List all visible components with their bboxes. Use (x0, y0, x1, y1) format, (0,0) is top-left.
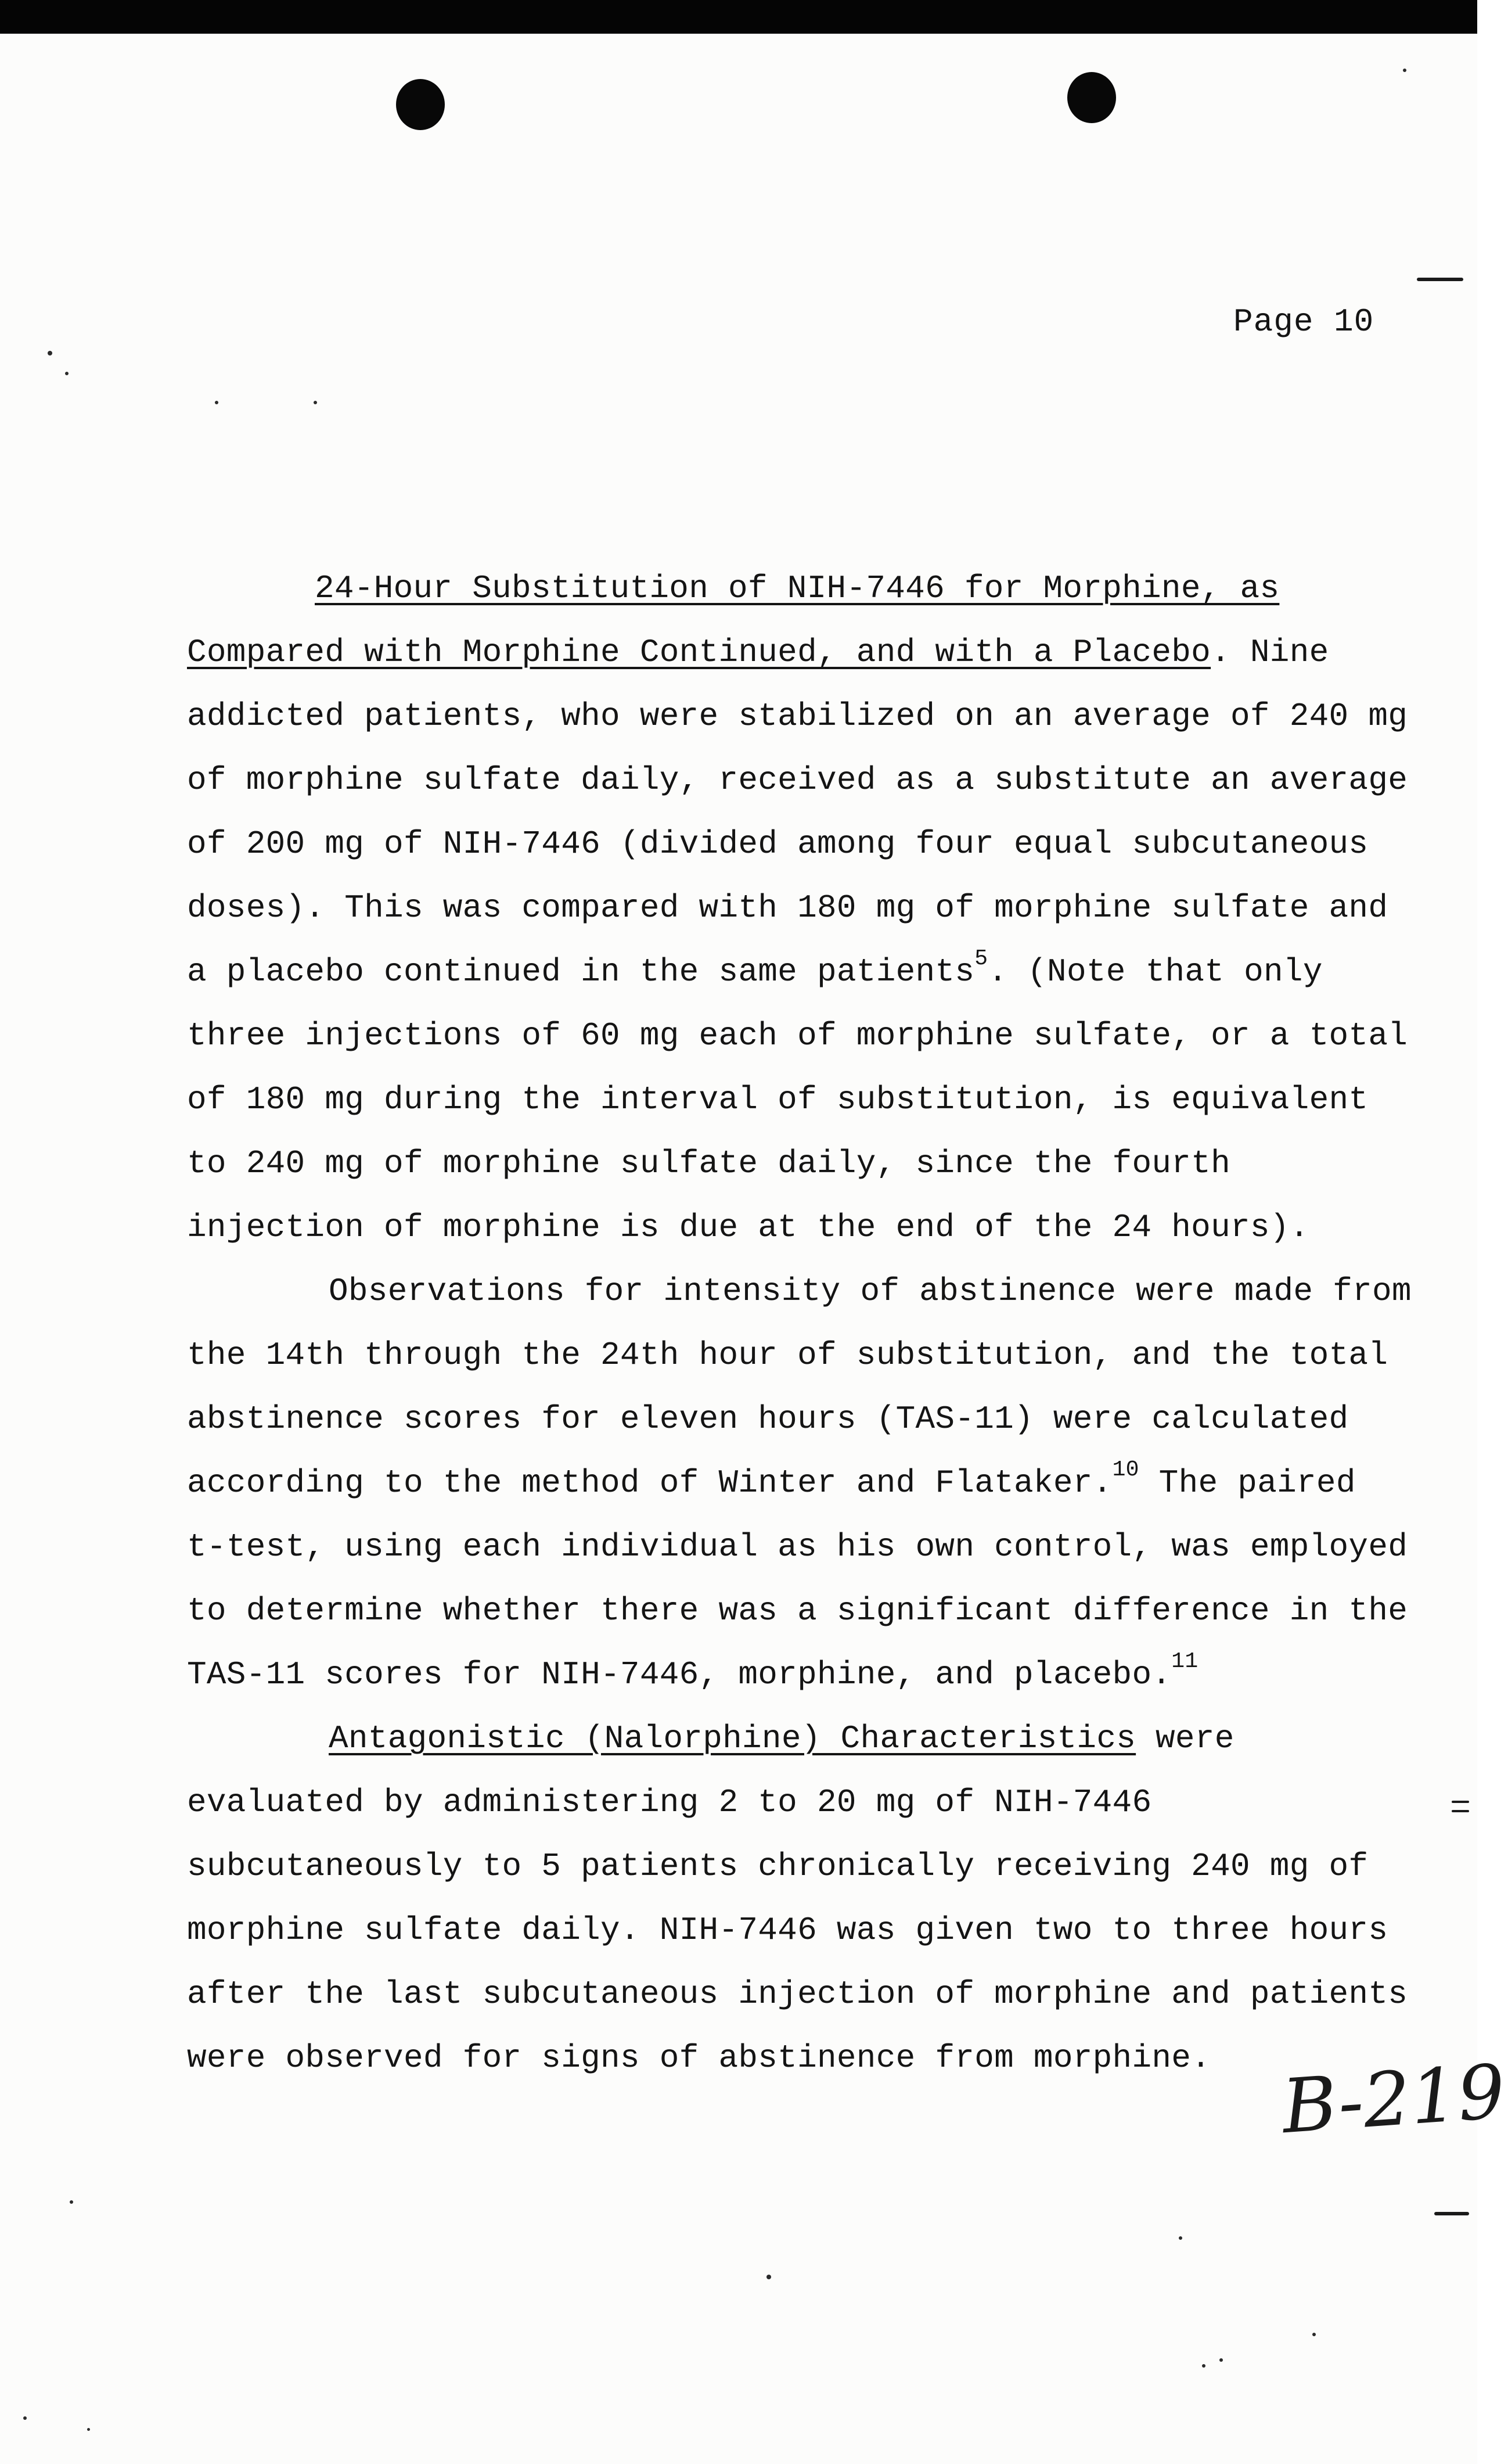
scan-speck (215, 401, 218, 404)
margin-mark (1434, 2212, 1469, 2215)
scan-top-border (0, 0, 1477, 34)
scan-speck (1403, 69, 1406, 72)
scan-speck (23, 2416, 27, 2420)
section-heading-substitution: 24-Hour Substitution of NIH-7446 for Morphine, as (315, 570, 1280, 607)
paragraph-text: . Nine addicted patients, who were stabilized on an average of 240 mg of morphine sulfate daily, received as a substitute an average of 200 mg of NIH-7446 (divided among four equal subcutaneous doses). This was compared with 180 mg of morphine sulfate and a placebo continued in the same patients (187, 634, 1408, 990)
paragraph-text: Observations for intensity of abstinence were made from the 14th through the 24th hour of substitution, and the total abstinence scores for eleven hours (TAS-11) were calculated according to the method of Winter and Flataker. (187, 1273, 1412, 1502)
punch-hole-right (1067, 72, 1116, 123)
section-heading-substitution-cont: Compared with Morphine Continued, and with a Placebo (187, 634, 1211, 671)
reference-number: 10 (1112, 1457, 1139, 1483)
paragraph-substitution (187, 556, 1412, 1259)
scan-speck (1202, 2364, 1205, 2368)
scan-speck (65, 372, 69, 375)
scan-speck (48, 351, 52, 355)
reference-number: 5 (974, 946, 988, 972)
handwritten-annotation: B-219 (1279, 2048, 1508, 2151)
margin-mark (1417, 278, 1463, 281)
page-number: Page 10 (1233, 303, 1374, 340)
section-heading-antagonistic: Antagonistic (Nalorphine) Characteristics (329, 1720, 1136, 1757)
scan-speck (1312, 2333, 1316, 2336)
scan-speck (70, 2200, 73, 2204)
document-body (187, 556, 1412, 2090)
reference-number: 11 (1171, 1649, 1199, 1675)
scan-speck (87, 2428, 90, 2431)
punch-hole-left (396, 79, 445, 130)
paragraph-text: were evaluated by administering 2 to 20 mg of NIH-7446 subcutaneously to 5 patients chronically receiving 240 mg of morphine sulfate daily. NIH-7446 was given two to three hours after the last subcutaneous injection of morphine and patients were observed for signs of abstinence from morphine. (187, 1720, 1408, 2077)
scan-speck (314, 401, 317, 404)
scan-speck (766, 2275, 771, 2279)
paragraph-observations (187, 1259, 1412, 1707)
margin-mark (1452, 1801, 1469, 1803)
paragraph-text: . (Note that only three injections of 60 mg each of morphine sulfate, or a total of 180 mg during the interval of substitution, is equivalent to 240 mg of morphine sulfate daily, since the fourth injection of morphine is due at the end of the 24 hours). (187, 953, 1408, 1246)
paragraph-text: The paired t-test, using each individual as his own control, was employed to determine whether there was a significant difference in the TAS-11 scores for NIH-7446, morphine, and placebo. (187, 1464, 1408, 1693)
scan-speck (1179, 2236, 1182, 2240)
margin-mark (1452, 1810, 1469, 1812)
paragraph-antagonistic (187, 1707, 1412, 2090)
scan-speck (1219, 2358, 1223, 2362)
